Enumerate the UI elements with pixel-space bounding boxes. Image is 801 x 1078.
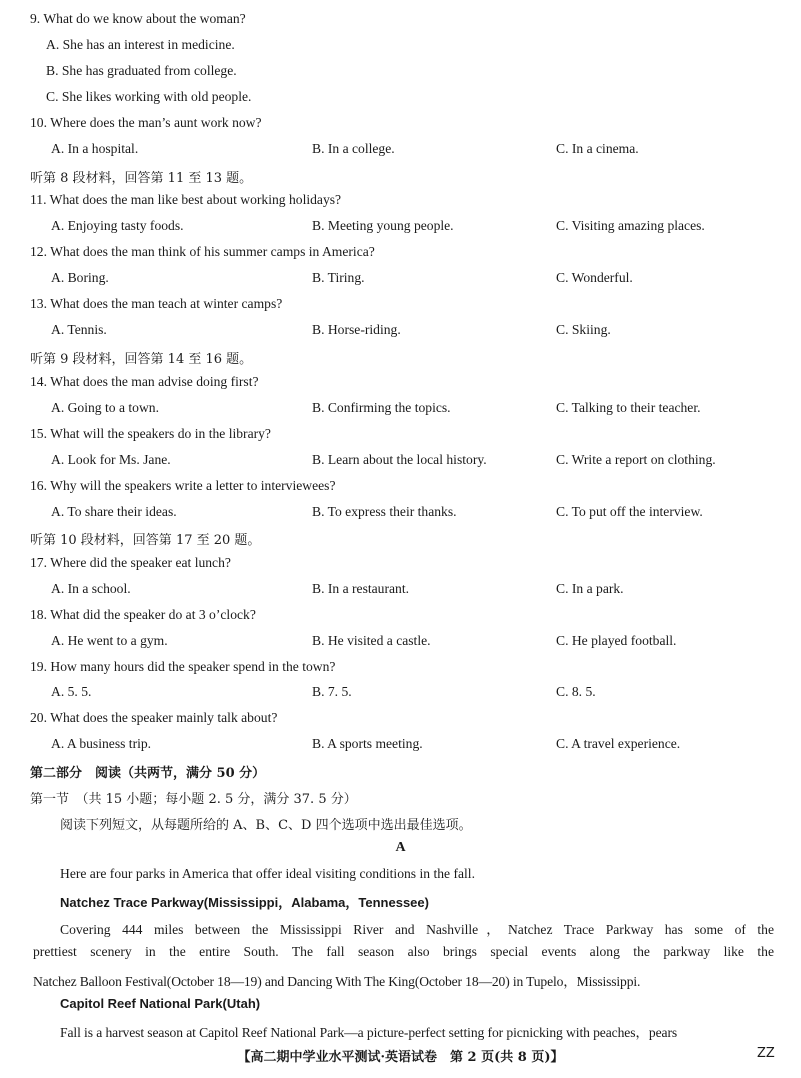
section-heading: 听第 9 段材料，回答第 14 至 16 题。 (30, 352, 253, 367)
option-c: C. Skiing. (556, 322, 611, 337)
question-stem: 14. What does the man advise doing first? (30, 374, 259, 389)
option-c: C. She likes working with old people. (46, 89, 252, 104)
page-footer: 【高二期中学业水平测试·英语试卷 第 2 页(共 8 页)】 (237, 1050, 564, 1065)
question-stem: 18. What did the speaker do at 3 o’clock? (30, 607, 256, 622)
option-c: C. Write a report on clothing. (556, 452, 716, 467)
footer-code: ZZ (757, 1046, 775, 1061)
option-c: C. A travel experience. (556, 736, 681, 751)
option-a: A. A business trip. (51, 736, 152, 751)
option-b: B. To express their thanks. (312, 504, 457, 519)
question-stem: 10. Where does the man’s aunt work now? (30, 115, 262, 130)
part-title: 第二部分 阅读（共两节，满分 50 分） (30, 766, 266, 781)
option-c: C. To put off the interview. (556, 504, 703, 519)
section-heading: 听第 8 段材料，回答第 11 至 13 题。 (30, 171, 253, 186)
option-b: B. She has graduated from college. (46, 63, 237, 78)
option-a: A. In a hospital. (51, 141, 139, 156)
option-a: A. Going to a town. (51, 400, 159, 415)
option-c: C. Talking to their teacher. (556, 400, 701, 415)
option-a: A. Look for Ms. Jane. (51, 452, 171, 467)
option-b: B. Meeting young people. (312, 218, 454, 233)
option-c: C. Visiting amazing places. (556, 218, 705, 233)
option-b: B. In a restaurant. (312, 581, 410, 596)
option-a: A. To share their ideas. (51, 504, 177, 519)
section-title: 第一节 （共 15 小题；每小题 2. 5 分，满分 37. 5 分） (30, 792, 357, 807)
question-stem: 11. What does the man like best about working holidays? (30, 192, 342, 207)
option-b: B. Confirming the topics. (312, 400, 451, 415)
option-a: A. Enjoying tasty foods. (51, 218, 184, 233)
option-b: B. He visited a castle. (312, 633, 431, 648)
option-c: C. Wonderful. (556, 270, 633, 285)
option-c: C. He played football. (556, 633, 677, 648)
option-b: B. Tiring. (312, 270, 365, 285)
option-c: C. In a park. (556, 581, 624, 596)
option-c: C. In a cinema. (556, 141, 639, 156)
option-a: A. 5. 5. (51, 684, 92, 699)
option-b: B. In a college. (312, 141, 395, 156)
option-b: B. 7. 5. (312, 684, 352, 699)
option-a: A. He went to a gym. (51, 633, 168, 648)
question-stem: 19. How many hours did the speaker spend in the town? (30, 659, 336, 674)
instructions: 阅读下列短文，从每题所给的 A、B、C、D 四个选项中选出最佳选项。 (60, 818, 472, 833)
passage-intro: Here are four parks in America that offer ideal visiting conditions in the fall. (60, 866, 475, 881)
paragraph-line: Natchez Balloon Festival(October 18—19) and Dancing With The King(October 18—20) in Tupelo，Mississippi. (33, 974, 641, 989)
option-a: A. She has an interest in medicine. (46, 37, 235, 52)
option-a: A. Boring. (51, 270, 109, 285)
question-stem: 13. What does the man teach at winter camps? (30, 296, 283, 311)
option-c: C. 8. 5. (556, 684, 596, 699)
option-a: A. Tennis. (51, 322, 107, 337)
option-b: B. Learn about the local history. (312, 452, 487, 467)
paragraph-line: Covering 444 miles between the Mississippi River and Nashville，Natchez Trace Parkway has some of the (60, 922, 774, 937)
section-heading: 听第 10 段材料，回答第 17 至 20 题。 (30, 533, 261, 548)
park-title: Natchez Trace Parkway(Mississippi，Alabama，Tennessee) (60, 895, 429, 910)
question-stem: 15. What will the speakers do in the library? (30, 426, 271, 441)
question-stem: 9. What do we know about the woman? (30, 11, 246, 26)
paragraph-line: Fall is a harvest season at Capitol Reef National Park—a picture-perfect setting for picnicking with peaches，pears (60, 1025, 678, 1040)
paragraph-line: prettiest scenery in the entire South. The fall season also brings special events along the parkway like the (33, 944, 774, 959)
park-title: Capitol Reef National Park(Utah) (60, 996, 261, 1011)
question-stem: 20. What does the speaker mainly talk about? (30, 710, 278, 725)
option-b: B. Horse-riding. (312, 322, 401, 337)
question-stem: 16. Why will the speakers write a letter to interviewees? (30, 478, 336, 493)
question-stem: 12. What does the man think of his summer camps in America? (30, 244, 375, 259)
question-stem: 17. Where did the speaker eat lunch? (30, 555, 231, 570)
option-b: B. A sports meeting. (312, 736, 423, 751)
option-a: A. In a school. (51, 581, 131, 596)
passage-letter: A (395, 840, 406, 855)
